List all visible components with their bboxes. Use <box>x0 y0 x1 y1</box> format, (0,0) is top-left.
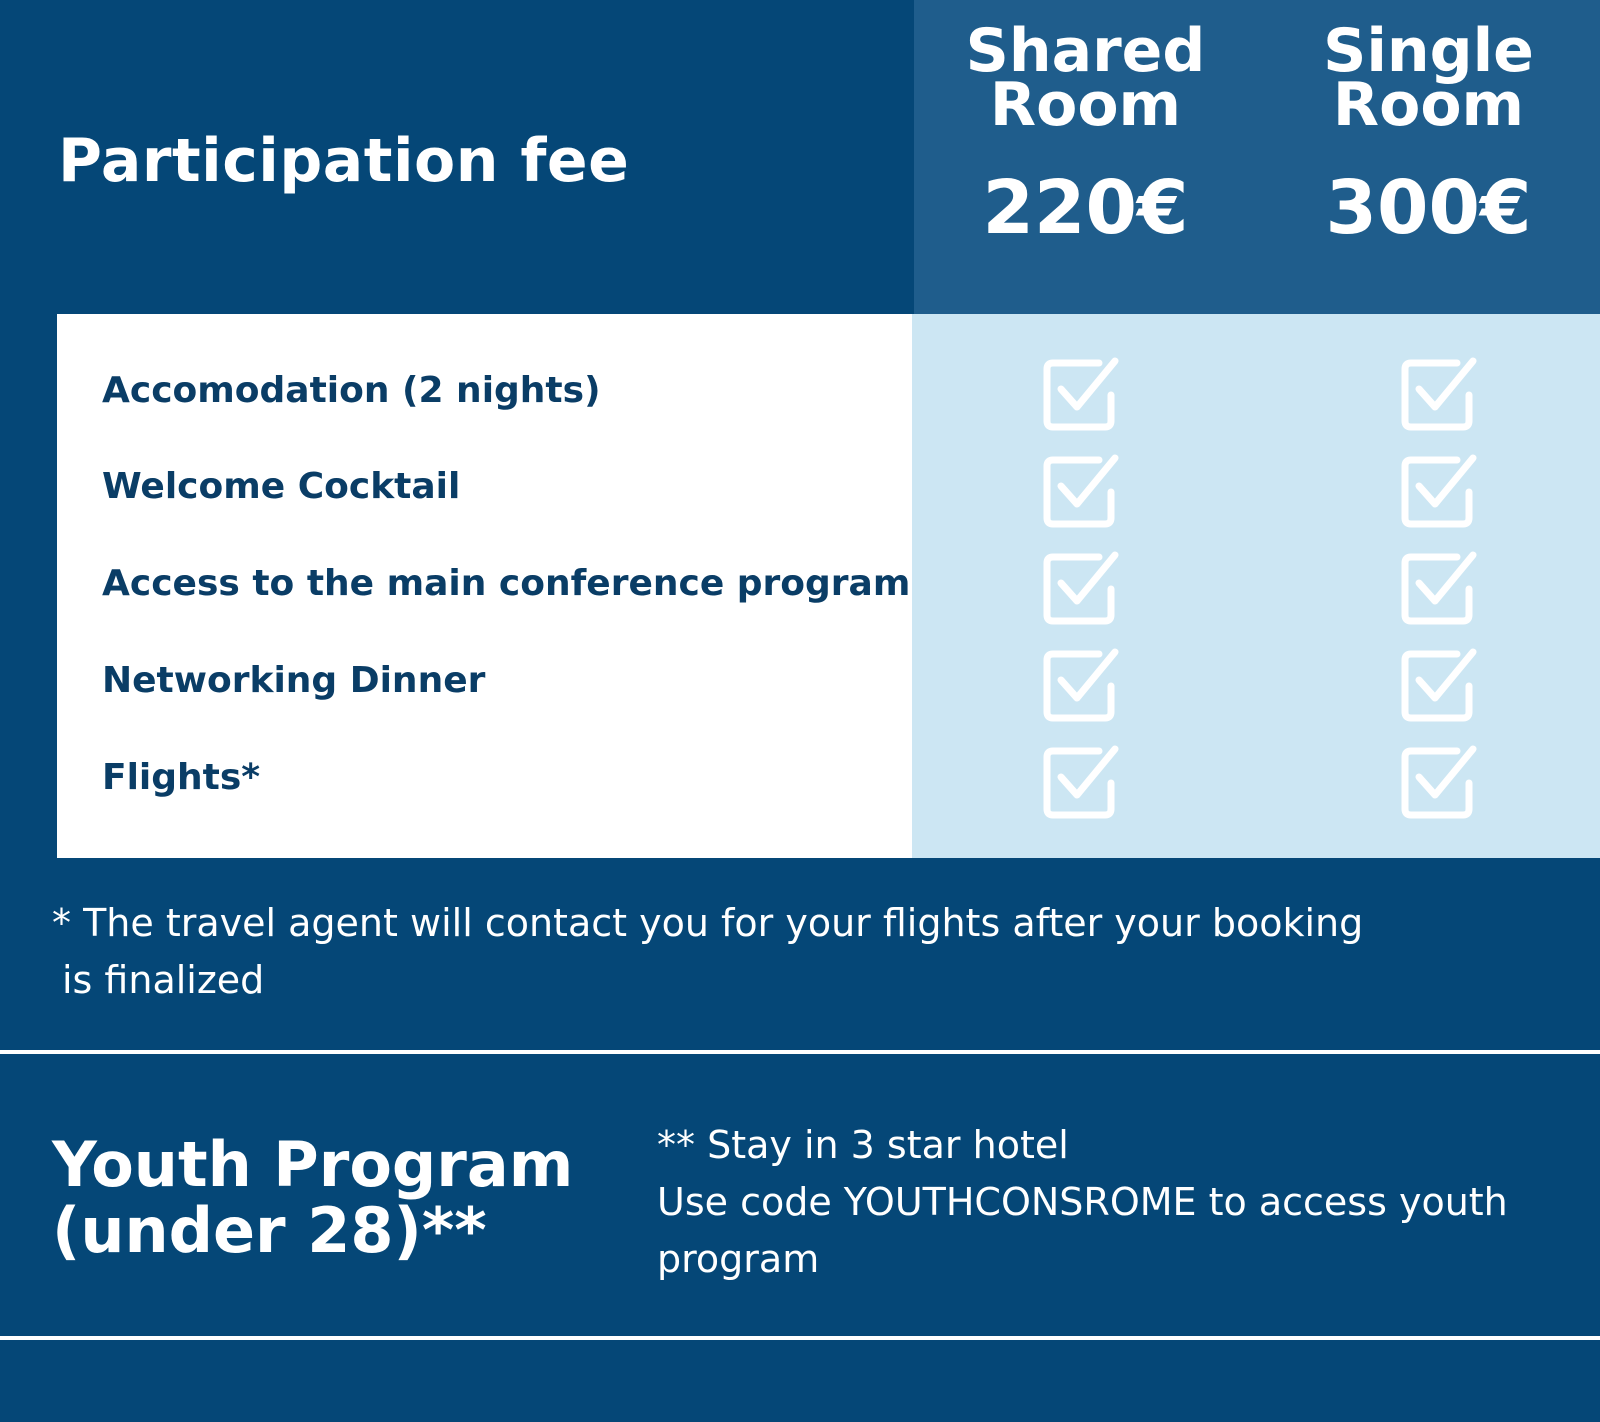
single-room-header <box>1257 16 1600 251</box>
youth-title-line1: Youth Program <box>52 1128 574 1201</box>
single-room-name-line1: Single <box>1323 16 1534 86</box>
checkbox-checked-icon <box>1043 355 1115 427</box>
single-room-price: 300€ <box>1325 165 1532 251</box>
youth-note-line3: program <box>657 1237 820 1281</box>
checkbox-checked-icon <box>1401 743 1473 815</box>
checkbox-checked-icon <box>1043 452 1115 524</box>
checkbox-checked-icon <box>1043 646 1115 718</box>
youth-title-line2: (under 28)** <box>52 1194 487 1267</box>
feature-label: Accomodation (2 nights) <box>102 370 601 411</box>
feature-label: Flights* <box>102 757 261 798</box>
checkbox-checked-icon <box>1401 549 1473 621</box>
participation-fee-title: Participation fee <box>58 126 630 196</box>
shared-room-header <box>914 16 1257 251</box>
bottom-divider <box>0 1336 1600 1340</box>
checkbox-checked-icon <box>1401 452 1473 524</box>
feature-label: Welcome Cocktail <box>102 466 461 507</box>
checkbox-checked-icon <box>1401 646 1473 718</box>
single-room-name-line2: Room <box>1332 70 1525 140</box>
youth-program-notes <box>657 1117 1557 1288</box>
checkbox-checked-icon <box>1043 549 1115 621</box>
flights-footnote <box>52 895 1472 1009</box>
section-divider <box>0 1050 1600 1054</box>
features-check-panel <box>912 314 1600 858</box>
footnote-line2: is finalized <box>62 958 265 1002</box>
feature-label: Networking Dinner <box>102 660 486 701</box>
feature-label: Access to the main conference program <box>102 563 911 604</box>
shared-room-name-line2: Room <box>989 70 1182 140</box>
checkbox-checked-icon <box>1043 743 1115 815</box>
youth-note-line2: Use code YOUTHCONSROME to access youth <box>657 1180 1508 1224</box>
youth-note-line1: ** Stay in 3 star hotel <box>657 1123 1069 1167</box>
checkbox-checked-icon <box>1401 355 1473 427</box>
shared-room-price: 220€ <box>982 165 1189 251</box>
shared-room-name-line1: Shared <box>965 16 1206 86</box>
footnote-line1: * The travel agent will contact you for your flights after your booking <box>52 901 1364 945</box>
youth-program-title <box>52 1128 574 1267</box>
